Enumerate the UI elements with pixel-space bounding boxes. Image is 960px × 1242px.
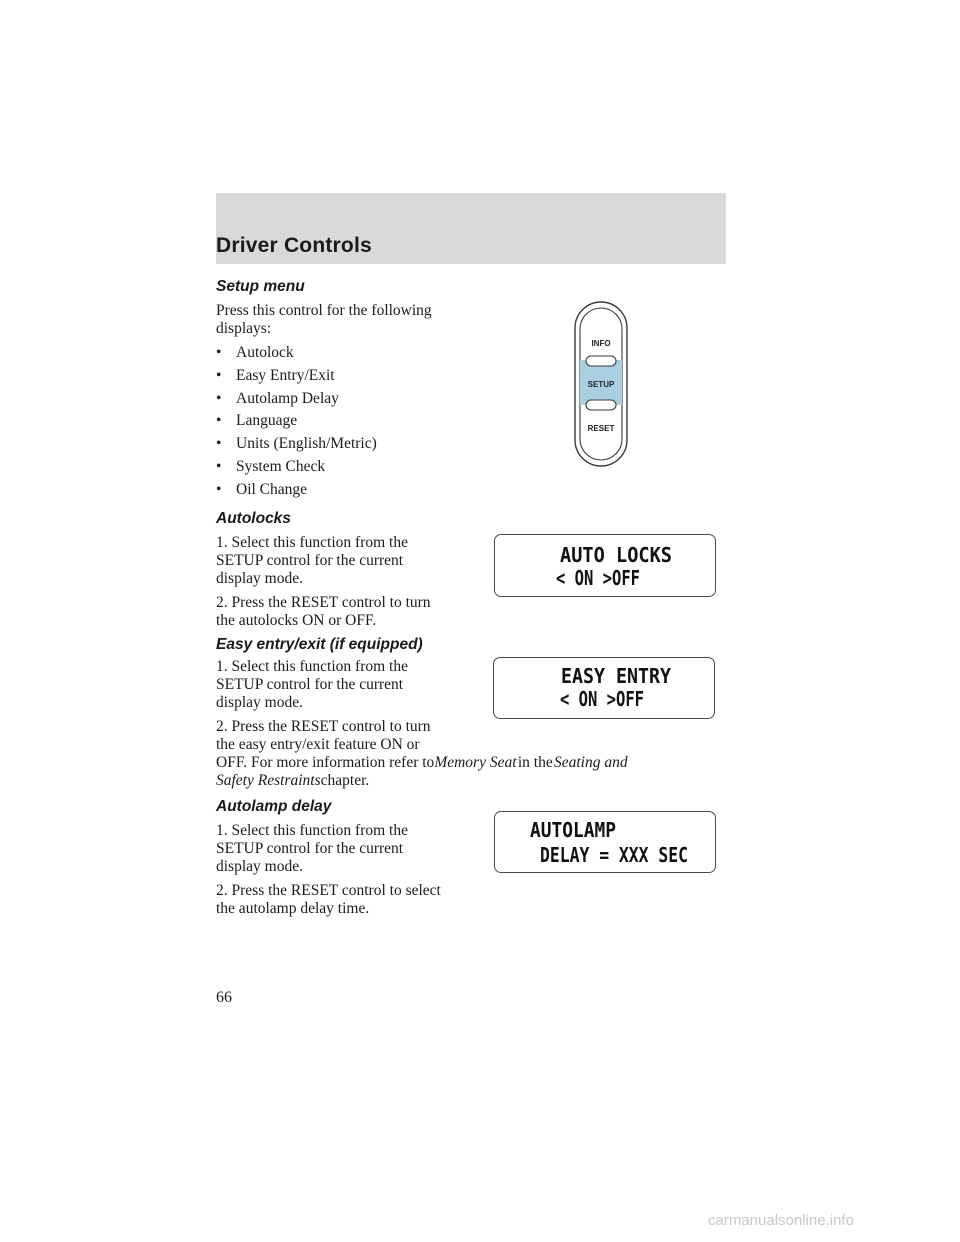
list-item: • Language bbox=[216, 412, 298, 430]
autolocks-display bbox=[494, 534, 716, 597]
easy-entry-display-line1: EASY ENTRY bbox=[561, 664, 671, 688]
autolocks-step1-line1: 1. Select this function from the bbox=[216, 534, 408, 551]
autolamp-display-line2: DELAY = XXX SEC bbox=[540, 843, 688, 867]
autolocks-step1-line2: SETUP control for the current bbox=[216, 552, 404, 569]
page-title: Driver Controls bbox=[216, 234, 372, 257]
easy-entry-heading: Easy entry/exit (if equipped) bbox=[216, 636, 423, 653]
autolamp-step2-line2: the autolamp delay time. bbox=[216, 900, 370, 917]
easy-entry-step1-line2: SETUP control for the current bbox=[216, 676, 404, 693]
list-item: • System Check bbox=[216, 457, 326, 475]
autolocks-display-line1: AUTO LOCKS bbox=[560, 543, 672, 567]
list-item: • Units (English/Metric) bbox=[216, 435, 377, 453]
autolocks-display-line2: < ON >OFF bbox=[556, 566, 640, 590]
list-item: • Autolock bbox=[216, 344, 294, 361]
easy-entry-step2-line1: 2. Press the RESET control to turn bbox=[216, 718, 431, 735]
autolocks-step2-line2: the autolocks ON or OFF. bbox=[216, 612, 377, 629]
setup-menu-heading: Setup menu bbox=[216, 278, 305, 295]
autolamp-step1-line1: 1. Select this function from the bbox=[216, 822, 408, 839]
easy-entry-step2-line4: Safety Restraintschapter. bbox=[216, 772, 370, 789]
autolamp-display bbox=[494, 811, 716, 873]
autolocks-heading: Autolocks bbox=[216, 510, 291, 527]
easy-entry-step2-line3: OFF. For more information refer toMemory Seat in the Seating and bbox=[216, 754, 628, 771]
autolamp-step2-line1: 2. Press the RESET control to select bbox=[216, 882, 441, 899]
info-button-label: INFO bbox=[591, 339, 611, 348]
autolocks-step1-line3: display mode. bbox=[216, 570, 303, 587]
setup-menu-list bbox=[216, 342, 377, 502]
easy-entry-display bbox=[493, 657, 715, 719]
setup-menu-intro-1: Press this control for the following bbox=[216, 302, 432, 319]
autolamp-heading: Autolamp delay bbox=[216, 798, 332, 815]
autolamp-step1-line3: display mode. bbox=[216, 858, 303, 875]
watermark[interactable]: carmanualsonline.info bbox=[708, 1212, 854, 1229]
autolocks-step2-line1: 2. Press the RESET control to turn bbox=[216, 594, 431, 611]
list-item: • Oil Change bbox=[216, 480, 308, 498]
easy-entry-step1-line1: 1. Select this function from the bbox=[216, 658, 408, 675]
easy-entry-display-line2: < ON >OFF bbox=[560, 687, 644, 711]
autolamp-display-line1: AUTOLAMP bbox=[530, 818, 616, 842]
setup-menu-intro-2: displays: bbox=[216, 320, 272, 337]
list-item: • Easy Entry/Exit bbox=[216, 366, 335, 384]
message-center-control-illustration bbox=[566, 300, 636, 470]
easy-entry-step2-line2: the easy entry/exit feature ON or bbox=[216, 736, 420, 753]
list-item: • Autolamp Delay bbox=[216, 389, 339, 407]
autolamp-step1-line2: SETUP control for the current bbox=[216, 840, 404, 857]
page-number: 66 bbox=[216, 989, 232, 1006]
easy-entry-step1-line3: display mode. bbox=[216, 694, 303, 711]
reset-button-label: RESET bbox=[587, 424, 615, 433]
setup-button-label: SETUP bbox=[587, 380, 615, 389]
